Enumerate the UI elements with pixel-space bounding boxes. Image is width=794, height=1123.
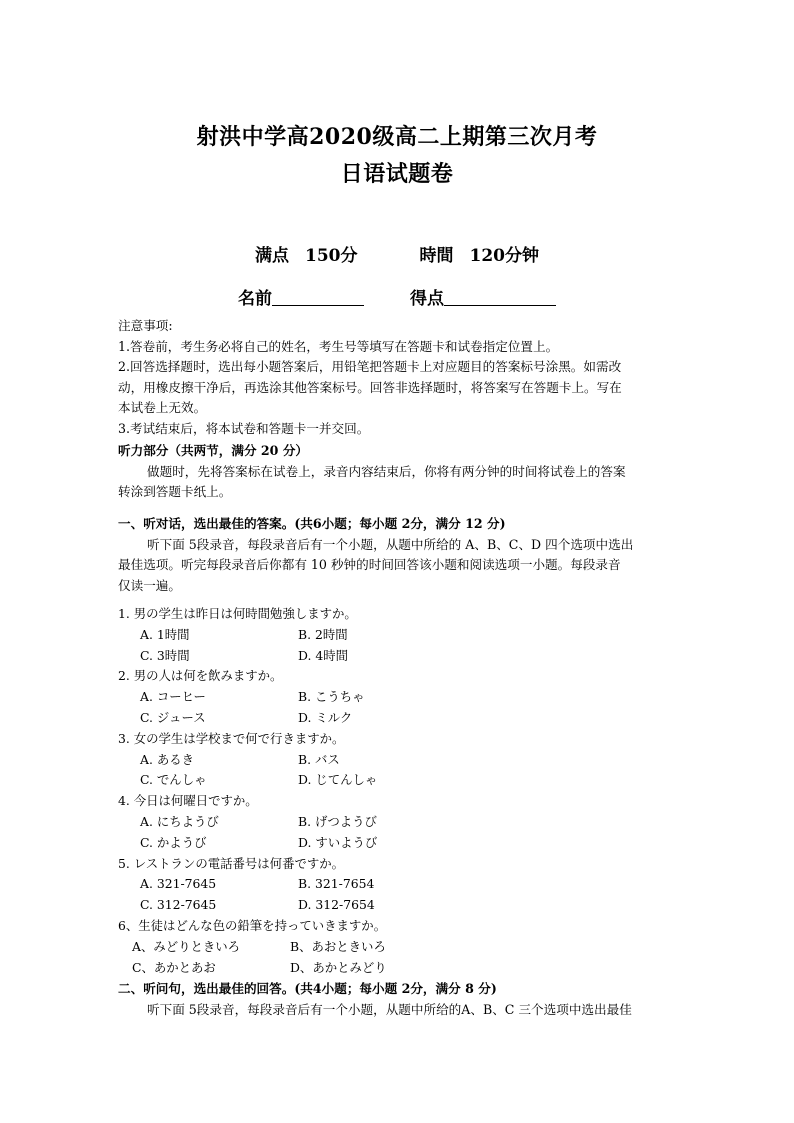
section1-line: 最佳选项。听完每段录音后你都有 10 秒钟的时间回答该小题和阅读选项一小题。每段录音 [118,557,621,572]
question-text: 1. 男の学生は昨日は何時間勉強しますか。 [118,606,357,621]
points-blank [444,289,556,306]
option: C. でんしゃ [140,772,207,788]
option: B、あおときいろ [290,938,386,954]
option-row [118,958,678,979]
option: C. ジュース [140,709,206,725]
option-row [118,937,678,958]
option: A. あるき [140,751,194,767]
section1-line: 听下面 5段录音，每段录音后有一个小题，从题中所给的 A、B、C、D 四个选项中选出 [147,536,634,552]
option: C. かようび [140,834,207,850]
notes-line: 本试卷上无效。 [118,400,207,415]
question-list [118,604,678,978]
option: B. げつようび [298,813,377,829]
option-row [118,750,678,771]
option: D. ミルク [298,709,353,725]
question-text: 4. 今日は何曜日ですか。 [118,793,258,809]
notes-section [118,316,678,439]
name-label: 名前 [238,289,272,309]
option-row [118,646,678,667]
option: A. コーヒー [140,689,206,705]
option-row [118,833,678,854]
listening-line: 转涂到答题卡纸上。 [118,484,232,499]
score-label: 满点 [255,246,289,266]
option: A. 1時間 [140,626,190,642]
option: D. 312-7654 [298,897,375,913]
option: D. じてんしゃ [298,772,378,788]
section1 [118,514,678,596]
option: A、みどりときいろ [132,938,241,954]
option: B. こうちゃ [298,689,365,705]
points-label: 得点 [410,289,444,309]
option: D. 4時間 [298,647,349,663]
notes-line: 动，用橡皮擦干净后，再选涂其他答案标号。回答非选择题时，将答案写在答题卡上。写在 [118,379,622,395]
option: D. すいようび [298,834,378,850]
section1-line: 仅读一遍。 [118,577,181,593]
option: B. 2時間 [298,626,348,642]
notes-line: 3.考试结束后，将本试卷和答题卡一并交回。 [118,420,370,436]
option-row [118,708,678,729]
option-row [118,874,678,895]
exam-title: 射洪中学高2020级高二上期第三次月考 [196,124,598,150]
option-row [118,895,678,916]
option: A. 321-7645 [140,876,217,892]
option: B. バス [298,751,340,767]
option: C. 312-7645 [140,897,217,913]
option: C. 3時間 [140,647,190,663]
score-value: 150分 [305,246,358,266]
notes-line: 2.回答选择题时，选出每小题答案后，用铅笔把答题卡上对应题目的答案标号涂黑。如需改 [118,359,622,374]
name-points-line [0,284,794,309]
notes-line: 1.答卷前，考生务必将自己的姓名，考生号等填写在答题卡和试卷指定位置上。 [118,338,559,354]
option: D、あかとみどり [290,959,387,975]
section2-line: 听下面 5段录音，每段录音后有一个小题，从题中所给的A、B、C 三个选项中选出最佳 [147,1001,632,1017]
question-text: 6、生徒はどんな色の鉛筆を持っていきますか。 [118,917,387,933]
exam-subtitle: 日语试题卷 [340,161,454,187]
option: C、あかとあお [132,959,216,975]
section2-heading: 二、听问句，选出最佳的回答。(共4小题；每小题 2分，满分 8 分) [118,981,497,996]
name-blank [272,289,364,306]
time-value: 120分钟 [469,246,539,266]
notes-heading: 注意事项: [118,318,173,333]
listening-line: 做题时，先将答案标在试卷上，录音内容结束后，你将有两分钟的时间将试卷上的答案 [147,463,626,479]
listening-section [118,441,678,503]
option-row [118,812,678,833]
question-text: 5. レストランの電話番号は何番ですか。 [118,855,345,871]
listening-heading: 听力部分（共两节，满分 20 分） [118,443,309,458]
option-row [118,770,678,791]
option: B. 321-7654 [298,876,375,892]
section1-heading: 一、听对话，选出最佳的答案。(共6小题；每小题 2分，满分 12 分) [118,516,506,531]
question-text: 2. 男の人は何を飲みますか。 [118,668,283,684]
time-label: 時間 [419,246,454,266]
option-row [118,625,678,646]
option-row [118,687,678,708]
section2 [118,979,678,1020]
score-time-line [0,241,794,266]
question-text: 3. 女の学生は学校まで何で行きますか。 [118,730,345,746]
option: A. にちようび [140,813,219,829]
